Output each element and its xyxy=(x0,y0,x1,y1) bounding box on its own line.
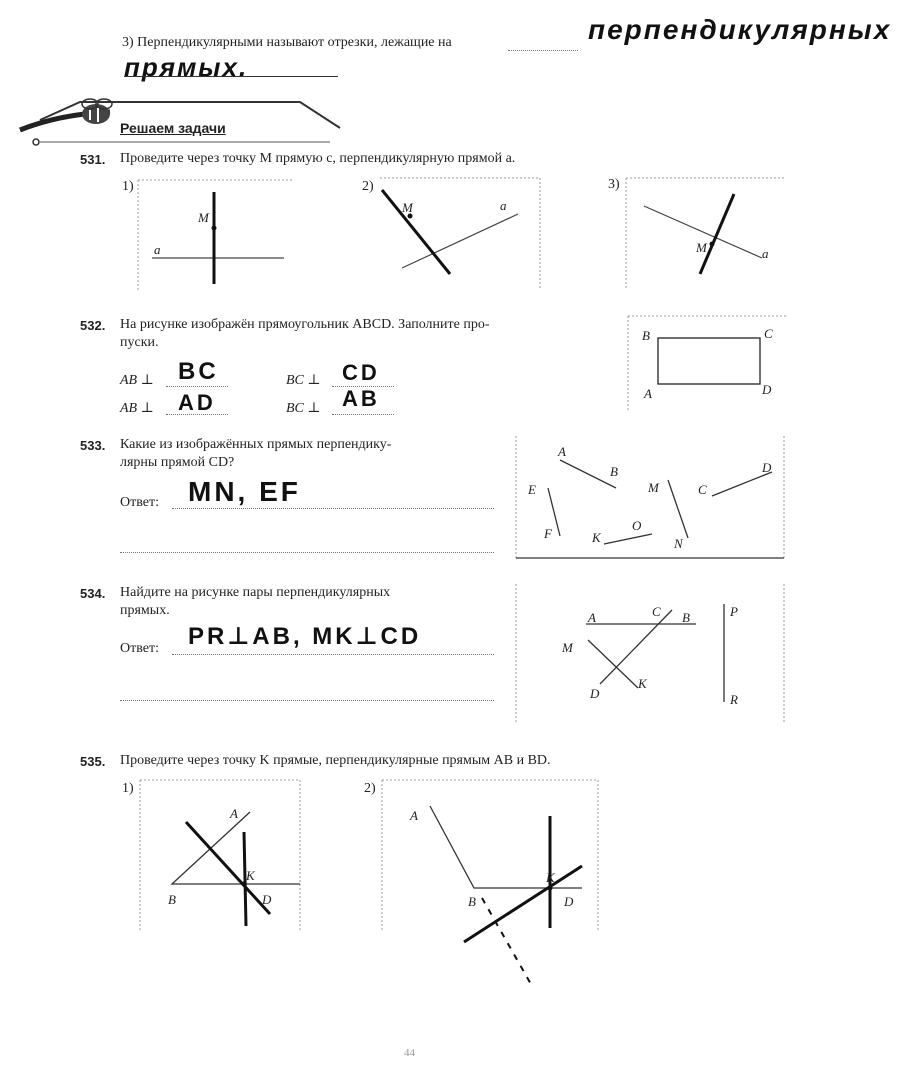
task-533-fig-label-o: O xyxy=(632,518,642,533)
task-532-fig-label-b: B xyxy=(642,328,650,343)
intro-handwritten-answer-1: перпендикулярных xyxy=(588,14,892,45)
task-533-handwritten-answer: MN, EF xyxy=(188,476,301,507)
task-532-row-1-right-answer: CD xyxy=(342,360,380,385)
task-532-text-line-1: На рисунке изображён прямоугольник ABCD. Заполните про- xyxy=(120,317,490,332)
task-533-fig-label-m: M xyxy=(648,480,659,495)
task-535-fig1-label-d: D xyxy=(262,892,272,907)
task-533-answer-line xyxy=(172,508,494,509)
task-534-answer-label: Ответ: xyxy=(120,641,159,656)
task-532-row-2-right-prefix: BC ⊥ xyxy=(286,401,321,416)
task-535-panel-1-index: 1) xyxy=(122,781,134,796)
task-535-fig2-label-k: K xyxy=(546,870,555,885)
task-532-fig-label-a: A xyxy=(644,386,652,401)
task-532-row-2-left-prefix: AB ⊥ xyxy=(120,401,154,416)
task-532-row-2-left-answer: AD xyxy=(178,390,216,415)
task-533-fig-label-d: D xyxy=(762,460,772,475)
task-535-figure-1 xyxy=(140,780,300,930)
intro-blank-line xyxy=(508,50,578,51)
section-title: Решаем задачи xyxy=(120,120,226,136)
intro-text: 3) Перпендикулярными называют отрезки, лежащие на xyxy=(122,35,452,50)
task-531-figure-1 xyxy=(138,180,294,290)
task-534-fig-label-a: A xyxy=(588,610,596,625)
task-535-fig1-label-a: A xyxy=(230,806,238,821)
task-535-text: Проведите через точку K прямые, перпендикулярные прямым AB и BD. xyxy=(120,753,551,768)
task-533-fig-label-k: K xyxy=(592,530,601,545)
task-531-panel-2-index: 2) xyxy=(362,179,374,194)
task-534-figure xyxy=(516,584,784,724)
task-535-number: 535. xyxy=(80,754,106,769)
task-531-number: 531. xyxy=(80,152,106,167)
task-533-text-line-2: лярны прямой CD? xyxy=(120,455,235,470)
task-534-number: 534. xyxy=(80,586,106,601)
task-532-fig-label-d: D xyxy=(762,382,772,397)
task-533-fig-label-f: F xyxy=(544,526,552,541)
task-535-fig2-label-d: D xyxy=(564,894,574,909)
task-532-row-1-left-blank xyxy=(166,386,228,387)
task-534-handwritten-answer: PR⊥AB, MK⊥CD xyxy=(188,623,422,650)
task-532-row-1-left-answer: BC xyxy=(178,358,219,385)
task-533-fig-label-c: C xyxy=(698,482,707,497)
task-531-fig2-label-a: a xyxy=(500,198,507,213)
page-number: 44 xyxy=(404,1047,415,1059)
task-535-fig1-label-b: B xyxy=(168,892,176,907)
task-534-text-line-2: прямых. xyxy=(120,603,170,618)
task-533-fig-label-a: A xyxy=(558,444,566,459)
task-534-fig-label-m: M xyxy=(562,640,573,655)
task-532-fig-label-c: C xyxy=(764,326,773,341)
task-531-panel-1-index: 1) xyxy=(122,179,134,194)
task-531-figure-3 xyxy=(626,178,786,290)
task-531-fig1-label-a: a xyxy=(154,242,161,257)
task-533-number: 533. xyxy=(80,438,106,453)
task-533-text-line-1: Какие из изображённых прямых перпендику- xyxy=(120,437,392,452)
task-532-text-line-2: пуски. xyxy=(120,335,159,350)
task-531-fig3-label-a: a xyxy=(762,246,769,261)
task-532-number: 532. xyxy=(80,318,106,333)
task-531-fig2-label-m: M xyxy=(402,200,413,215)
task-535-fig1-label-k: K xyxy=(246,868,255,883)
task-532-row-2-right-blank xyxy=(332,414,394,415)
intro-underline xyxy=(124,76,338,77)
task-533-fig-label-b: B xyxy=(610,464,618,479)
task-533-figure xyxy=(516,436,784,560)
task-532-row-1-right-prefix: BC ⊥ xyxy=(286,373,321,388)
task-531-fig1-label-m: M xyxy=(198,210,209,225)
task-531-panel-3-index: 3) xyxy=(608,177,620,192)
task-534-fig-label-p: P xyxy=(730,604,738,619)
task-534-text-line-1: Найдите на рисунке пары перпендикулярных xyxy=(120,585,391,600)
intro-handwritten-answer-2: прямых. xyxy=(124,52,249,82)
task-531-text: Проведите через точку M прямую c, перпендикулярную прямой a. xyxy=(120,151,516,166)
task-534-fig-label-d: D xyxy=(590,686,600,701)
task-534-fig-label-b: B xyxy=(682,610,690,625)
task-535-fig2-label-a: A xyxy=(410,808,418,823)
task-532-row-2-right-answer: AB xyxy=(342,386,380,411)
task-534-fig-label-r: R xyxy=(730,692,738,707)
task-531-figure-2 xyxy=(380,178,540,290)
task-533-extra-line xyxy=(120,552,494,553)
task-533-fig-label-n: N xyxy=(674,536,683,551)
task-534-answer-line xyxy=(172,654,494,655)
task-534-extra-line xyxy=(120,700,494,701)
task-535-fig2-label-b: B xyxy=(468,894,476,909)
task-534-fig-label-c: C xyxy=(652,604,661,619)
task-534-fig-label-k: K xyxy=(638,676,647,691)
task-531-fig3-label-m: M xyxy=(696,240,707,255)
task-533-fig-label-e: E xyxy=(528,482,536,497)
task-535-panel-2-index: 2) xyxy=(364,781,376,796)
task-533-answer-label: Ответ: xyxy=(120,495,159,510)
task-532-row-1-left-prefix: AB ⊥ xyxy=(120,373,154,388)
